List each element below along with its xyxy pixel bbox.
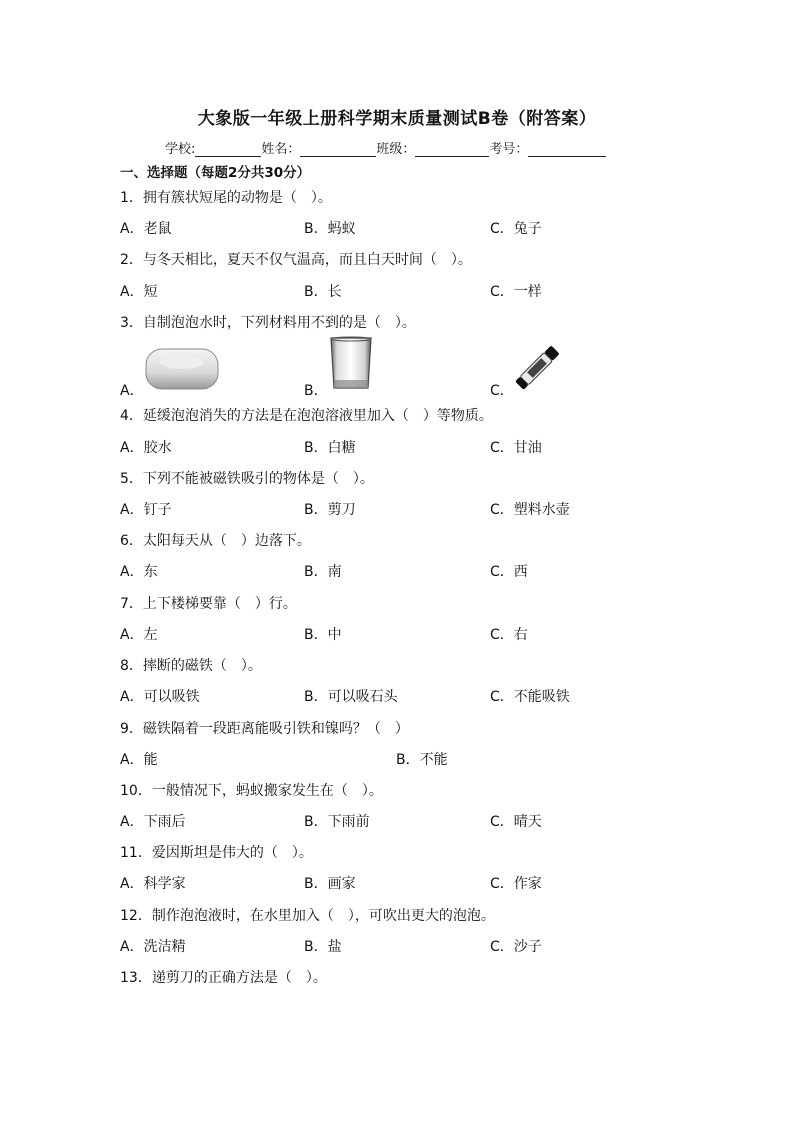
q10-option-a[interactable]: A．下雨后 <box>120 814 186 830</box>
q5-option-a[interactable]: A．钉子 <box>120 502 172 518</box>
student-info-line <box>165 138 606 157</box>
question-9: 9．磁铁隔着一段距离能吸引铁和镍吗？（ ） <box>120 721 409 737</box>
number-blank[interactable] <box>528 142 606 157</box>
q5-option-c[interactable]: C．塑料水壶 <box>490 502 570 518</box>
soap-bar-image <box>144 346 220 392</box>
q11-option-c[interactable]: C．作家 <box>490 876 542 892</box>
question-1: 1．拥有簇状短尾的动物是（ ）。 <box>120 190 332 206</box>
name-label: 姓名： <box>261 142 301 157</box>
section-heading: 一、选择题（每题2分共30分） <box>120 165 311 181</box>
q3-option-a[interactable]: A． <box>120 383 144 399</box>
question-11: 11．爱因斯坦是伟大的（ ）。 <box>120 845 313 861</box>
number-label: 考号： <box>489 142 529 157</box>
q7-option-b[interactable]: B．中 <box>304 627 342 643</box>
question-12: 12．制作泡泡液时，在水里加入（ ），可吹出更大的泡泡。 <box>120 908 495 924</box>
q5-option-b[interactable]: B．剪刀 <box>304 502 356 518</box>
q7-option-a[interactable]: A．左 <box>120 627 158 643</box>
q8-option-c[interactable]: C．不能吸铁 <box>490 689 570 705</box>
q7-option-c[interactable]: C．右 <box>490 627 528 643</box>
q10-option-b[interactable]: B．下雨前 <box>304 814 370 830</box>
q4-option-b[interactable]: B．白糖 <box>304 440 356 456</box>
question-10: 10．一般情况下，蚂蚁搬家发生在（ ）。 <box>120 783 383 799</box>
question-4: 4．延缓泡泡消失的方法是在泡泡溶液里加入（ ）等物质。 <box>120 408 493 424</box>
marker-pen-image <box>512 344 562 392</box>
q2-option-b[interactable]: B．长 <box>304 284 342 300</box>
q4-option-a[interactable]: A．胶水 <box>120 440 172 456</box>
question-3: 3．自制泡泡水时，下列材料用不到的是（ ）。 <box>120 315 416 331</box>
q11-option-a[interactable]: A．科学家 <box>120 876 186 892</box>
question-13: 13．递剪刀的正确方法是（ ）。 <box>120 970 327 986</box>
glass-cup-image <box>328 336 374 392</box>
q11-option-b[interactable]: B．画家 <box>304 876 356 892</box>
q2-option-c[interactable]: C．一样 <box>490 284 542 300</box>
q1-option-b[interactable]: B．蚂蚁 <box>304 221 356 237</box>
q1-option-c[interactable]: C．兔子 <box>490 221 542 237</box>
question-5: 5．下列不能被磁铁吸引的物体是（ ）。 <box>120 471 374 487</box>
name-blank[interactable] <box>300 142 376 157</box>
q2-option-a[interactable]: A．短 <box>120 284 158 300</box>
class-label: 班级： <box>376 142 416 157</box>
page-title: 大象版一年级上册科学期末质量测试B卷（附答案） <box>197 109 597 129</box>
q9-option-b[interactable]: B．不能 <box>396 752 448 768</box>
q8-option-b[interactable]: B．可以吸石头 <box>304 689 398 705</box>
question-7: 7．上下楼梯要靠（ ）行。 <box>120 596 297 612</box>
q3-option-b[interactable]: B． <box>304 383 328 399</box>
q3-option-c[interactable]: C． <box>490 383 514 399</box>
q12-option-c[interactable]: C．沙子 <box>490 939 542 955</box>
q10-option-c[interactable]: C．晴天 <box>490 814 542 830</box>
q12-option-a[interactable]: A．洗洁精 <box>120 939 186 955</box>
q9-option-a[interactable]: A．能 <box>120 752 158 768</box>
q4-option-c[interactable]: C．甘油 <box>490 440 542 456</box>
q1-option-a[interactable]: A．老鼠 <box>120 221 172 237</box>
school-blank[interactable] <box>195 142 261 157</box>
q12-option-b[interactable]: B．盐 <box>304 939 342 955</box>
q6-option-b[interactable]: B．南 <box>304 564 342 580</box>
question-6: 6．太阳每天从（ ）边落下。 <box>120 533 311 549</box>
class-blank[interactable] <box>415 142 489 157</box>
q6-option-a[interactable]: A．东 <box>120 564 158 580</box>
q6-option-c[interactable]: C．西 <box>490 564 528 580</box>
school-label: 学校: <box>165 142 196 157</box>
question-2: 2．与冬天相比，夏天不仅气温高，而且白天时间（ ）。 <box>120 252 472 268</box>
question-8: 8．摔断的磁铁（ ）。 <box>120 658 262 674</box>
q8-option-a[interactable]: A．可以吸铁 <box>120 689 200 705</box>
